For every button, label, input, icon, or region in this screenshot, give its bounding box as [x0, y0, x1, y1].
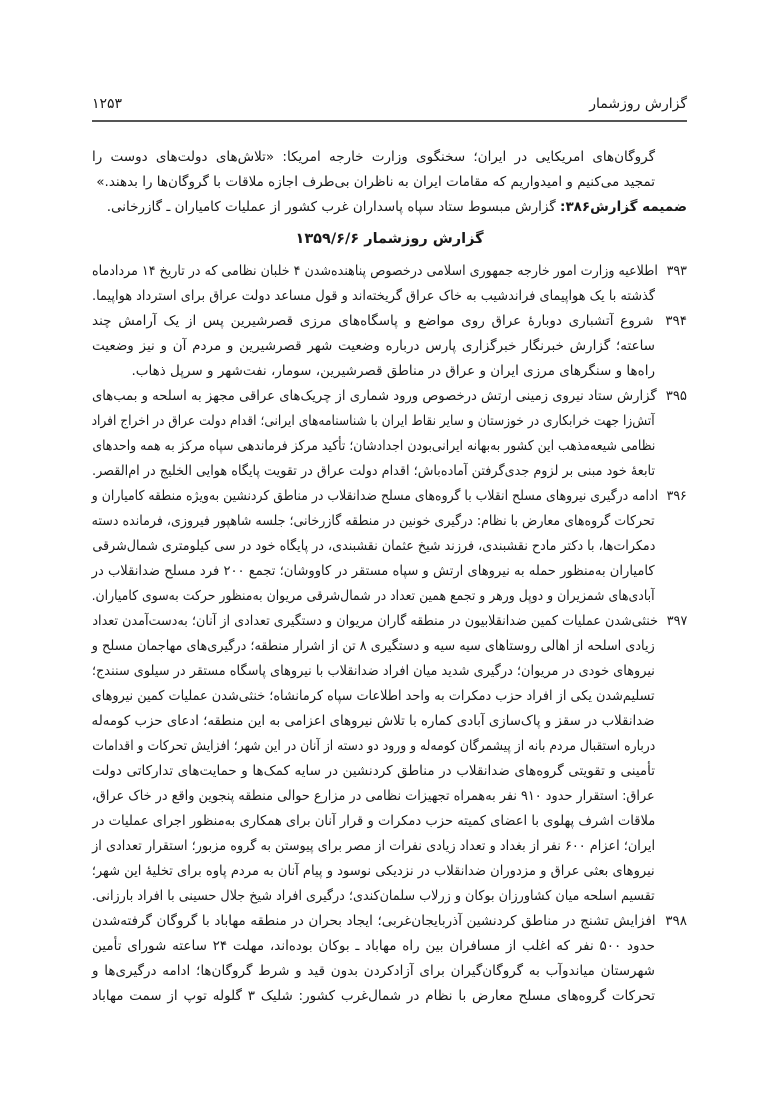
line-text: تمجید می‌کنیم و امیدواریم که مقامات ایران به ناظران بی‌طرف اجازه ملاقات با گروگان‌ها را بدهند.» [96, 174, 655, 190]
entry-line [92, 659, 687, 684]
entry-first-line [92, 384, 687, 409]
entry-first-line [92, 484, 687, 509]
line-text: ملاقات اشرف پهلوی با اعضای کمیته حزب دمکرات و قرار آنان برای همکاری به‌منظور اجرای عملیات در [92, 813, 655, 829]
intro-line [92, 145, 687, 170]
line-text: خنثی‌شدن عملیات کمین ضدانقلابیون در منطقه گاران مریوان و دستگیری تعدادی از آنان؛ به‌دست‌آمدن تعداد [92, 613, 658, 629]
entry-line [92, 884, 687, 909]
line-text: درباره استقبال مردم بانه از پیشمرگان کومه‌له و ورود دو دسته از آنان در این شهر؛ افزایش تحرکات و اقدامات [92, 738, 655, 754]
line-text: حدود ۵۰۰ نفر که اغلب از مسافران بین راه مهاباد ـ بوکان بوده‌اند، مهلت ۲۴ ساعته شورای تأمین [92, 938, 655, 954]
entry-number: ۳۹۳ [662, 263, 687, 279]
entry-first-line [92, 909, 687, 934]
page-header [92, 96, 687, 120]
entry-line [92, 359, 687, 384]
entry-number: ۳۹۶ [662, 488, 687, 504]
entry-line [92, 334, 687, 359]
line-text: تأمینی و تقویتی گروه‌های ضدانقلاب در مناطق کردنشین در سایه کمک‌ها و حمایت‌های تدارکاتی دولت [92, 763, 655, 779]
entry-line [92, 834, 687, 859]
report-title: گزارش روزشمار ۱۳۵۹/۶/۶ [295, 231, 484, 247]
entry-number: ۳۹۸ [660, 913, 687, 929]
line-text: تسلیم‌شدن یکی از افراد حزب دمکرات به واحد اطلاعات سپاه کرمانشاه؛ خنثی‌شدن عملیات کمین نیروهای [92, 688, 655, 704]
document-body [92, 145, 687, 1009]
line-text: افزایش تشنج در مناطق کردنشین آذربایجان‌غربی؛ ایجاد بحران در منطقه مهاباد با گروگان گرفته‌شدن [92, 913, 656, 929]
entry-line [92, 984, 687, 1009]
line-text: نظامی شیعه‌مذهب این کشور به‌بهانه ایرانی‌بودن اجدادشان؛ تأکید مرکز فرماندهی سپاه مرکز به همه واحدهای [92, 438, 655, 454]
entry-number: ۳۹۴ [658, 313, 687, 329]
page-number: ۱۲۵۳ [92, 96, 123, 112]
header-rule [92, 120, 687, 122]
line-text: نیروهای خودی در مریوان؛ درگیری شدید میان افراد ضدانقلاب با نیروهای پاسگاه مستقر در سیلوی سنندج؛ [92, 663, 655, 679]
entry-line [92, 434, 687, 459]
appendix-note [92, 195, 687, 220]
line-text: شهرستان میاندوآب به گروگان‌گیران برای آزادکردن بدون قید و شرط گروگان‌ها؛ ادامه درگیری‌ها و [92, 963, 655, 979]
line-text: نیروهای بعثی عراق و مزدوران ضدانقلاب در نزدیکی نوسود و پیام آنان به مردم پاوه برای تخلیهٔ این شهر؛ [92, 863, 655, 879]
line-text: گزارش ستاد نیروی زمینی ارتش درخصوص ورود شماری از چریک‌های عراقی مجهز به اسلحه و بمب‌های [92, 388, 657, 404]
line-text: تحرکات گروه‌های مسلح معارض با نظام در شمال‌غرب کشور: شلیک ۳ گلوله توپ از سمت مهاباد [92, 988, 655, 1004]
line-text: دمکرات‌ها، با دکتر مادح نقشبندی، فرزند شیخ عثمان نقشبندی، در پایگاه خود در سی کیلومتری شمال‌شرقی [92, 538, 655, 554]
entry-line [92, 634, 687, 659]
entry-line [92, 684, 687, 709]
line-text: ضدانقلاب در سقز و پاک‌سازی آبادی کماره با تلاش نیروهای اعزامی به این منطقه؛ ادعای حزب کومه‌له [92, 713, 655, 729]
line-text: راه‌ها و سنگرهای مرزی ایران و عراق در مناطق قصرشیرین، سومار، نفت‌شهر و سرپل ذهاب. [131, 363, 655, 379]
line-text: ایران؛ اعزام ۶۰۰ نفر از بغداد و تعداد زیادی نفرات از مصر برای پیوستن به گروه مزبور؛ استقرار تعدادی از [92, 838, 655, 854]
line-text: گروگان‌های امریکایی در ایران؛ سخنگوی وزارت خارجه امریکا: «تلاش‌های دولت‌های دوست را [92, 149, 655, 165]
line-text: شروع آتشباری دوبارهٔ عراق روی مواضع و پاسگاه‌های مرزی قصرشیرین پس از یک آرامش چند [92, 313, 654, 329]
line-text: تابعهٔ خود مبنی بر لزوم جدی‌گرفتن آماده‌باش؛ اقدام دولت عراق در تقویت پایگاه هوایی الخلیج در ام‌القصر. [92, 463, 655, 479]
line-text: آبادی‌های شمزیران و دوپل ورهر و تجمع همین تعداد در شمال‌شرقی مریوان به‌منظور حرکت به‌سوی کامیاران. [92, 588, 655, 604]
entry-line [92, 734, 687, 759]
line-text: ساعته؛ گزارش خبرنگار خبرگزاری پارس درباره وضعیت شهر قصرشیرین و مردم آن و نیز وضعیت [92, 338, 655, 354]
entry-first-line [92, 259, 687, 284]
entry-first-line [92, 609, 687, 634]
entry-line [92, 559, 687, 584]
entry-line [92, 509, 687, 534]
entry-line [92, 584, 687, 609]
line-text: کامیاران به‌منظور حمله به نیروهای ارتش و سپاه مستقر در کاووشان؛ تجمع ۲۰۰ فرد مسلح ضدانقلاب در [92, 563, 655, 579]
line-text: تقسیم اسلحه میان کشاورزان بوکان و زرلاب سلمان‌کندی؛ درگیری افراد شیخ جلال حسینی با افراد بارزانی. [92, 888, 655, 904]
appendix-text: گزارش مبسوط ستاد سپاه پاسداران غرب کشور از عملیات کامیاران ـ گازرخانی. [106, 199, 561, 215]
line-text: گذشته با یک هواپیمای فراندشیب به خاک عراق گریخته‌اند و قول مساعد دولت عراق برای استرداد هواپیما. [92, 288, 655, 304]
entry-first-line [92, 309, 687, 334]
line-text: تحرکات گروه‌های معارض با نظام: درگیری خونین در منطقه گازرخانی؛ جلسه شاهپور فیروزی، فرمانده دسته [92, 513, 655, 529]
entry-line [92, 709, 687, 734]
line-text: اطلاعیه وزارت امور خارجه جمهوری اسلامی درخصوص پناهنده‌شدن ۴ خلبان نظامی که در تاریخ ۱۴ مردادماه [92, 263, 658, 279]
entry-line [92, 459, 687, 484]
entry-line [92, 534, 687, 559]
entry-number: ۳۹۵ [661, 388, 687, 404]
entry-line [92, 809, 687, 834]
line-text: عراق: استقرار حدود ۹۱۰ نفر به‌همراه تجهیزات نظامی در مزارع حوالی منطقه پنجوین واقع در خاک عراق، [92, 788, 655, 804]
line-text: زیادی اسلحه از اهالی روستاهای سیه سیه و دستگیری ۸ تن از اشرار منطقه؛ درگیری‌های مهاجمان مسلح و [92, 638, 655, 654]
entry-line [92, 409, 687, 434]
line-text: ادامه درگیری نیروهای مسلح انقلاب با گروه‌های مسلح ضدانقلاب در مناطق کردنشین به‌ویژه منطقه کامیاران و [92, 488, 659, 504]
entry-line [92, 784, 687, 809]
entry-number: ۳۹۷ [662, 613, 687, 629]
entry-line [92, 859, 687, 884]
entry-line [92, 759, 687, 784]
appendix-label: ضمیمه گزارش۳۸۶: [560, 199, 687, 215]
running-title: گزارش روزشمار [589, 96, 687, 112]
entry-line [92, 934, 687, 959]
line-text: آتش‌زا جهت خرابکاری در خوزستان و سایر نقاط ایران با شناسنامه‌های ایرانی؛ اقدام دولت عراق در اخراج افراد [92, 413, 655, 429]
entry-line [92, 959, 687, 984]
intro-line [92, 170, 687, 195]
entry-line [92, 284, 687, 309]
